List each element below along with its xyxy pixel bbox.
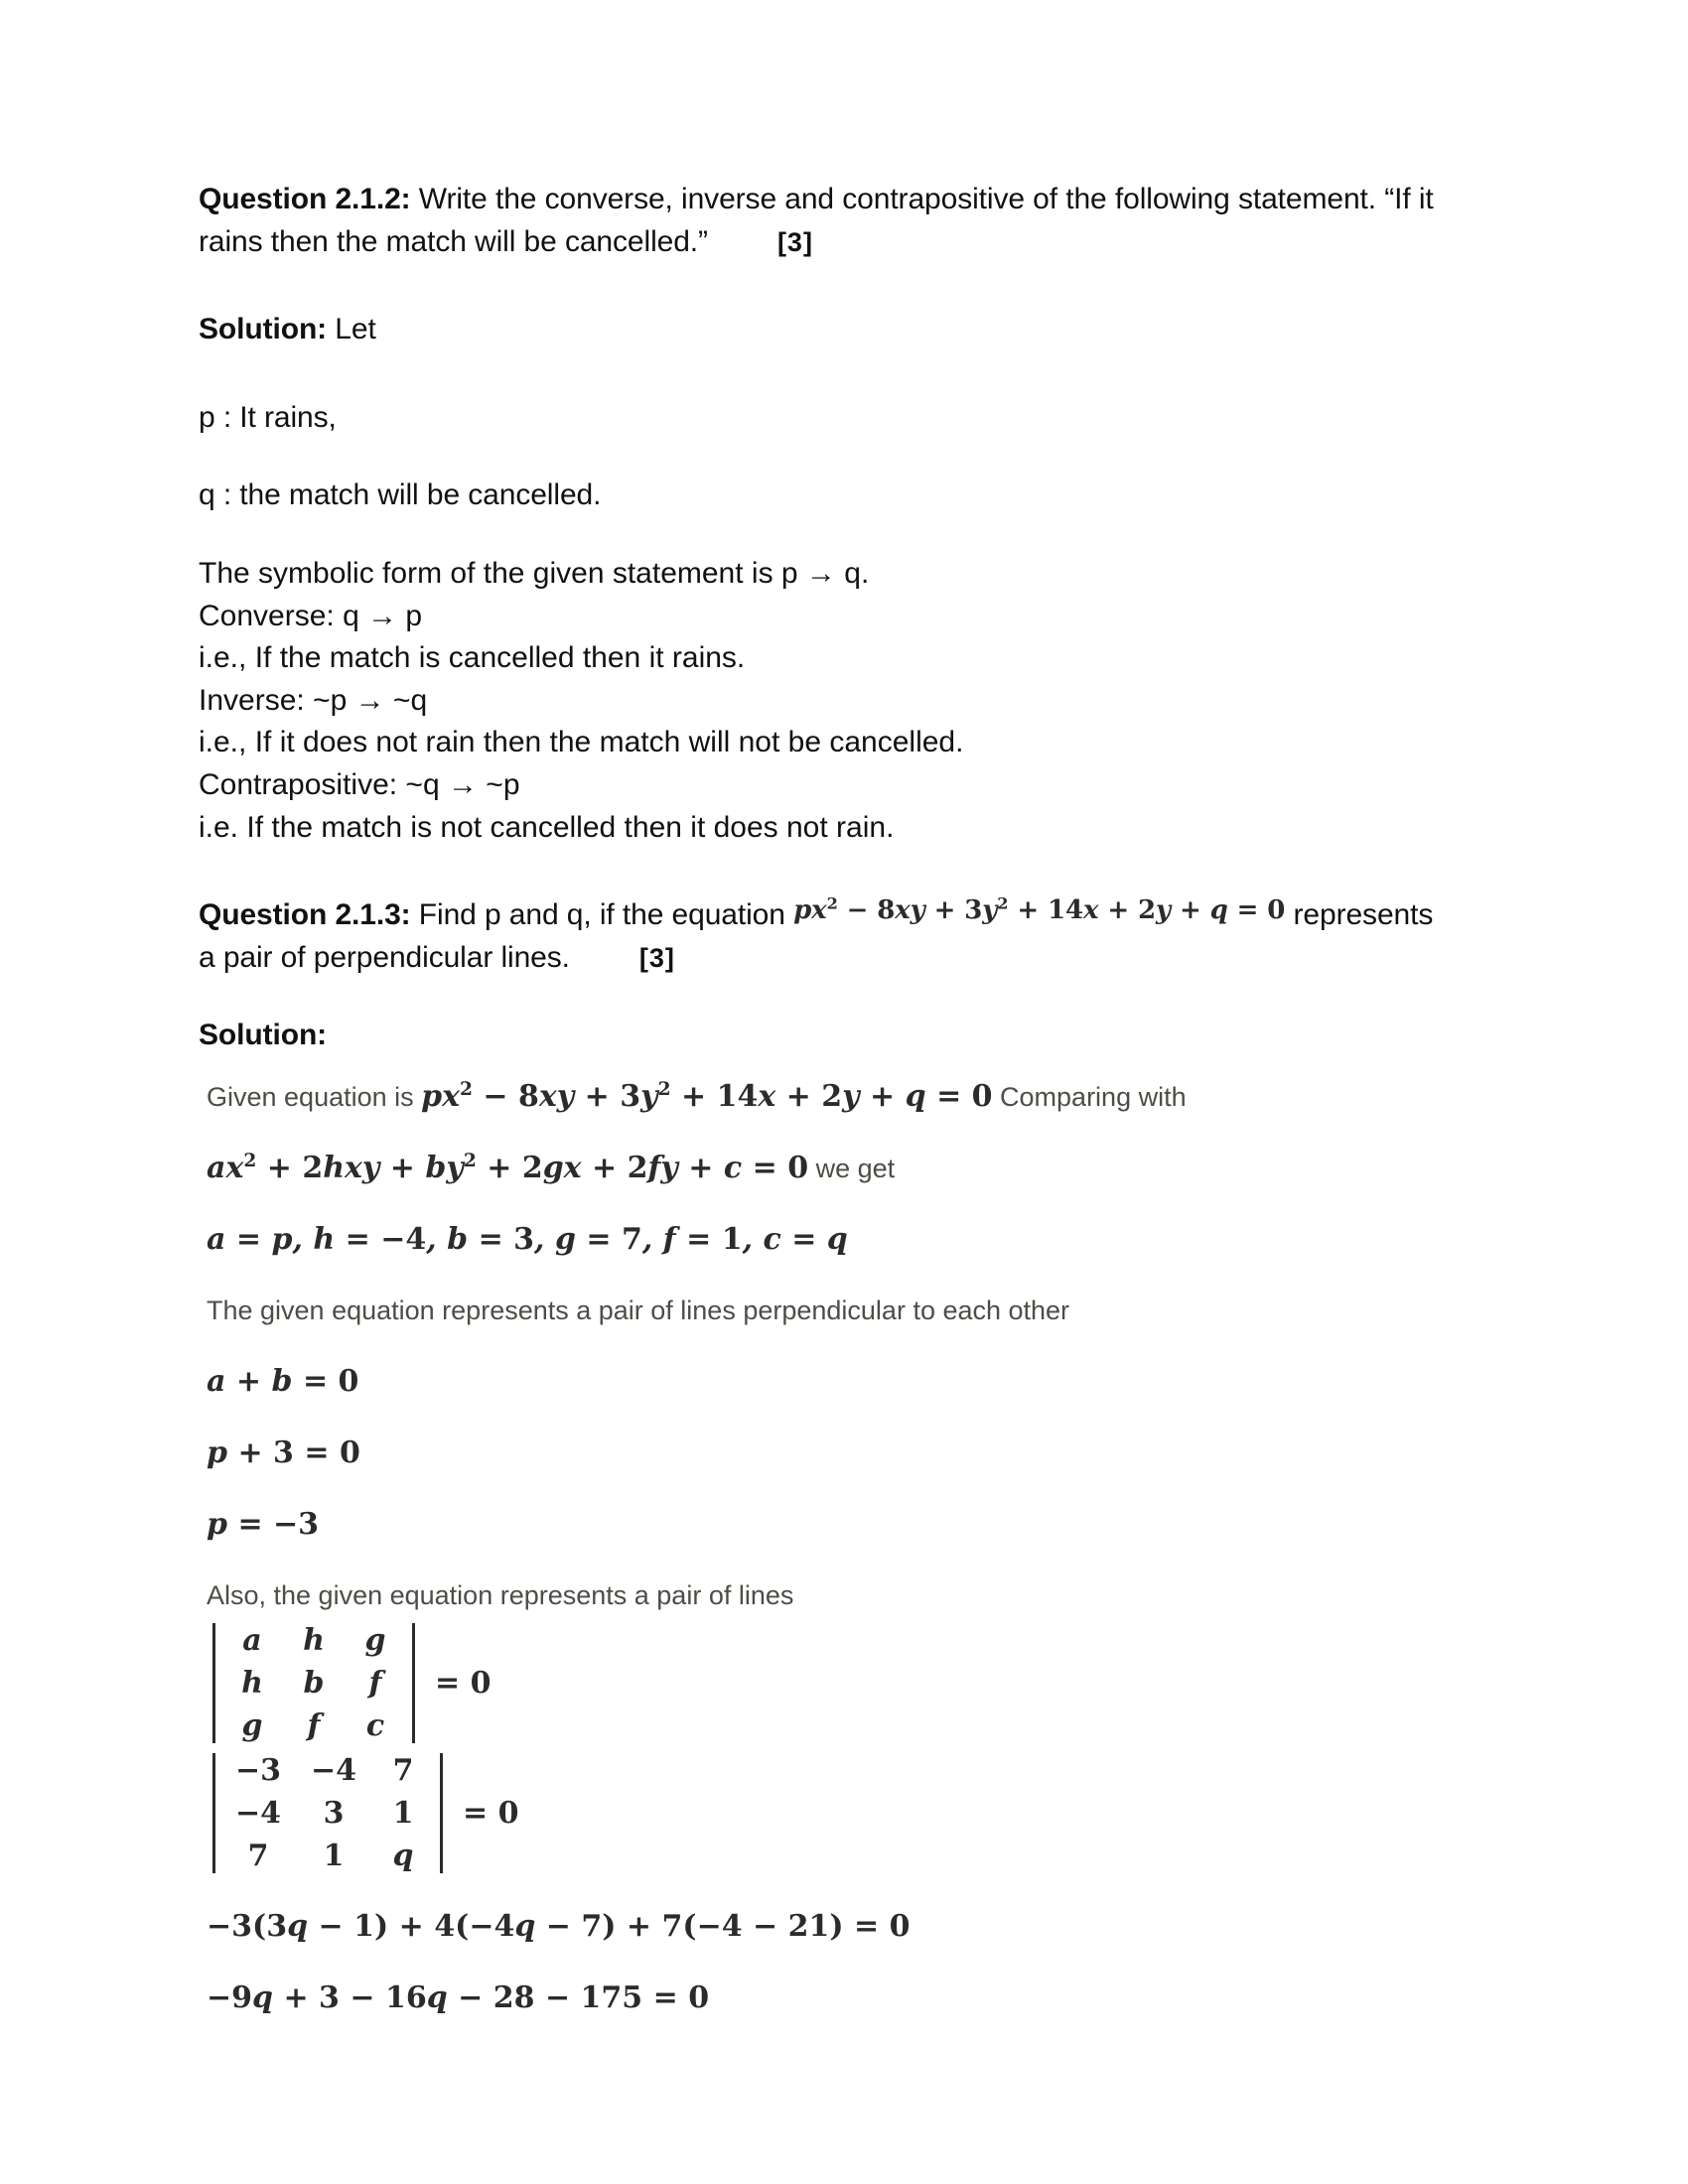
question-2-1-2-prompt [199,179,1479,263]
det-cell: c [365,1708,385,1744]
spacer [199,1115,1479,1151]
determinant-left-bar [212,1623,215,1743]
det-cell: −4 [234,1796,281,1832]
determinant-numeric-equals: = 0 [463,1796,519,1832]
spacer [199,351,1479,397]
det-cell: 1 [323,1839,345,1874]
given-prefix: Given equation is [207,1081,422,1112]
question-2-1-3-inline-equation: $px^2 - 8xy + 3y^2 + 14x + 2y + q = 0$ [793,893,1286,926]
det-cell: f [368,1666,382,1702]
spacer [199,1258,1479,1294]
solution-2-1-2-heading [199,309,1479,351]
determinant-symbolic [199,1623,1479,1743]
logic-line-symbolic: The symbolic form of the given statement is p → q. [199,556,870,590]
det-cell: h [303,1623,325,1659]
det-cell: −3 [234,1753,281,1789]
det-cell: f [307,1708,321,1744]
spacer [199,1945,1479,1980]
determinant-numeric [199,1753,1479,1873]
question-2-1-3-line2 [199,937,1479,980]
logic-line-inverse: Inverse: ~p → ~q [199,683,428,717]
condition-equation: a + b = 0 [207,1364,359,1399]
logic-line-inverse-meaning: i.e., If it does not rain then the match will not be cancelled. [199,726,964,759]
step-expansion [199,1909,1479,1945]
general-form-equation: $ax^2 + 2hxy + by^2 + 2gx + 2fy + c = 0$ [207,1150,809,1185]
question-2-1-3-text-after: represents [1285,898,1434,932]
expansion-equation: −3(3q − 1) + 4(−4q − 7) + 7(−4 − 21) = 0 [207,1909,911,1945]
determinant-symbolic-matrix [207,1623,421,1743]
step-substituted [199,1435,1479,1471]
det-cell: g [241,1708,263,1744]
question-2-1-3-text-line2: a pair of perpendicular lines. [199,940,570,974]
spacer [199,1057,1479,1079]
question-2-1-3-prompt [199,894,1479,937]
spacer [199,1400,1479,1435]
logic-line-contrapositive: Contrapositive: ~q → ~p [199,767,520,801]
det-cell: 7 [392,1753,414,1789]
step-also-note: Also, the given equation represents a pair of lines [207,1580,794,1610]
general-form-suffix: we get [808,1153,896,1183]
logic-line-converse-meaning: i.e., If the match is cancelled then it rains. [199,641,746,675]
step-given-equation [199,1079,1479,1115]
spacer [199,517,1479,553]
det-cell: 3 [323,1796,345,1832]
question-2-1-2-text: Write the converse, inverse and contrapositive of the following statement. “If it rains then the match will be cancelled.” [199,183,1434,258]
spacer [199,979,1479,1015]
step-condition [199,1364,1479,1400]
step-p-value [199,1507,1479,1543]
determinant-symbolic-grid [221,1623,406,1743]
spacer [199,439,1479,475]
solution-label: Solution: [199,1019,328,1052]
question-2-1-2-marks: [3] [776,226,813,257]
determinant-symbolic-equals: = 0 [435,1666,492,1702]
det-cell: q [392,1839,414,1874]
determinant-right-bar [440,1753,443,1873]
simplified-equation: −9q + 3 − 16q − 28 − 175 = 0 [207,1980,710,2016]
solution-lead-text: Let [327,313,376,346]
determinant-numeric-grid [221,1753,434,1873]
det-cell: 1 [392,1796,414,1832]
definition-q: q : the match will be cancelled. [199,478,602,512]
step-simplified [199,1980,1479,2016]
determinant-left-bar [212,1753,215,1873]
question-2-1-2-label: Question 2.1.2: [199,183,411,215]
question-2-1-3-label: Question 2.1.3: [199,898,411,932]
det-cell: −4 [310,1753,356,1789]
p-value-equation: p = −3 [207,1507,320,1542]
det-cell: a [242,1623,262,1659]
spacer [199,1543,1479,1578]
determinant-right-bar [412,1623,415,1743]
given-suffix: Comparing with [992,1081,1187,1112]
solution-2-1-3-heading [199,1015,1479,1057]
step-general-form [199,1151,1479,1186]
logic-line-contrapositive-meaning: i.e. If the match is not cancelled then it does not rain. [199,810,895,844]
solution-label: Solution: [199,313,328,346]
spacer [199,1186,1479,1222]
det-cell: g [364,1623,386,1659]
logic-statements-list [199,553,1479,849]
definition-p: p : It rains, [199,400,337,434]
question-2-1-3-text-before: Find p and q, if the equation [410,898,794,932]
logic-line-converse: Converse: q → p [199,599,423,632]
spacer [199,1873,1479,1909]
spacer [199,849,1479,894]
substituted-equation: p + 3 = 0 [207,1435,360,1470]
given-equation: $px^2 - 8xy + 3y^2 + 14x + 2y + q = 0$ [421,1078,993,1114]
spacer [199,1328,1479,1364]
step-coefficients [199,1222,1479,1258]
step-perpendicular-note: The given equation represents a pair of lines perpendicular to each other [207,1295,1070,1325]
spacer [199,263,1479,309]
coefficient-values: a = p, h = −4, b = 3, g = 7, f = 1, c = q [207,1221,848,1257]
spacer [199,1471,1479,1507]
det-cell: h [241,1666,263,1702]
determinant-numeric-matrix [207,1753,449,1873]
det-cell: b [303,1666,325,1702]
question-2-1-3-marks: [3] [638,942,675,973]
det-cell: 7 [247,1839,269,1874]
